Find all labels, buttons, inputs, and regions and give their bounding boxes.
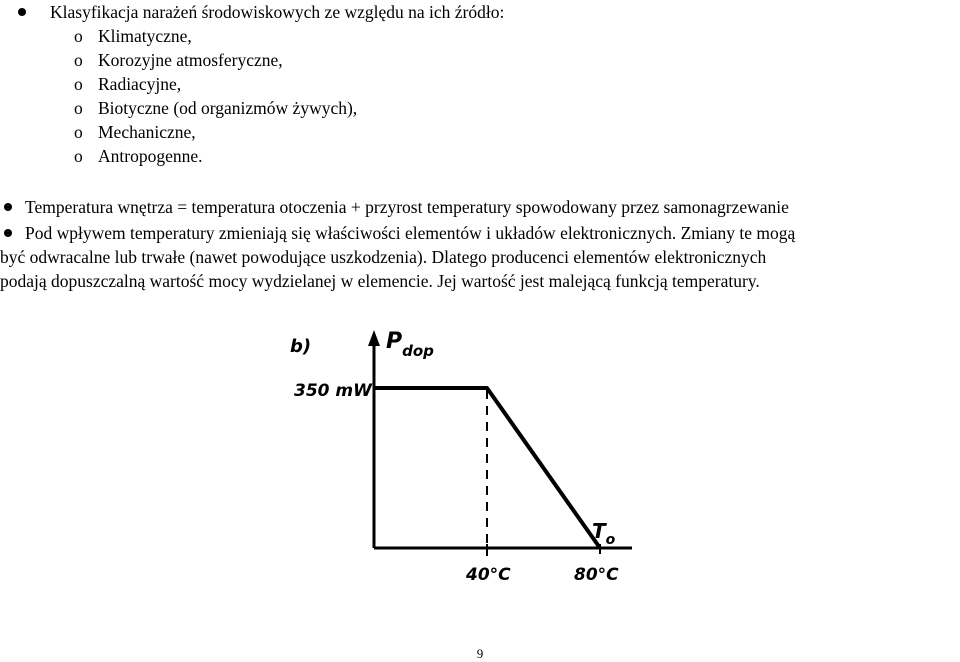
x-tick-label-80c: 80°C [574, 565, 619, 585]
y-axis-label-main: P [386, 329, 403, 354]
list-item: Radiacyjne, [98, 74, 182, 94]
sub-bullet-marker: o [74, 122, 83, 142]
sub-bullet-marker: o [74, 50, 83, 70]
panel-label: b) [290, 336, 312, 357]
list-item: Antropogenne. [98, 146, 203, 166]
y-axis-label-sub: dop [402, 342, 434, 360]
list-heading: Klasyfikacja narażeń środowiskowych ze względu na ich źródło: [50, 2, 505, 22]
sub-bullet-marker: o [74, 74, 83, 94]
sub-bullet-marker: o [74, 98, 83, 118]
paragraph-line: być odwracalne lub trwałe (nawet powodujące uszkodzenia). Dlatego producenci elementów elektronicznych [0, 247, 767, 267]
t0-annotation-sub: o [605, 532, 616, 548]
y-axis-label [386, 329, 434, 360]
paragraph-line: podają dopuszczalną wartość mocy wydzielanej w elemencie. Jej wartość jest malejącą funkcją temperatury. [0, 271, 760, 291]
sub-bullet-marker: o [74, 146, 83, 166]
paragraph-line: Temperatura wnętrza = temperatura otoczenia + przyrost temperatury spowodowany przez samonagrzewanie [25, 197, 789, 217]
sub-bullet-marker: o [74, 26, 83, 46]
list-item: Klimatyczne, [98, 26, 192, 46]
y-axis-arrow [368, 330, 380, 346]
list-item: Mechaniczne, [98, 122, 196, 142]
x-tick-label-40c: 40°C [466, 565, 511, 585]
paragraph-line: Pod wpływem temperatury zmieniają się właściwości elementów i układów elektronicznych. Zmiany te mogą [25, 223, 796, 243]
list-item: Biotyczne (od organizmów żywych), [98, 98, 358, 118]
t0-annotation-main: T [592, 519, 606, 543]
list-item: Korozyjne atmosferyczne, [98, 50, 283, 70]
y-tick-label-350mw: 350 mW [294, 381, 372, 401]
page-number: 9 [476, 646, 484, 661]
